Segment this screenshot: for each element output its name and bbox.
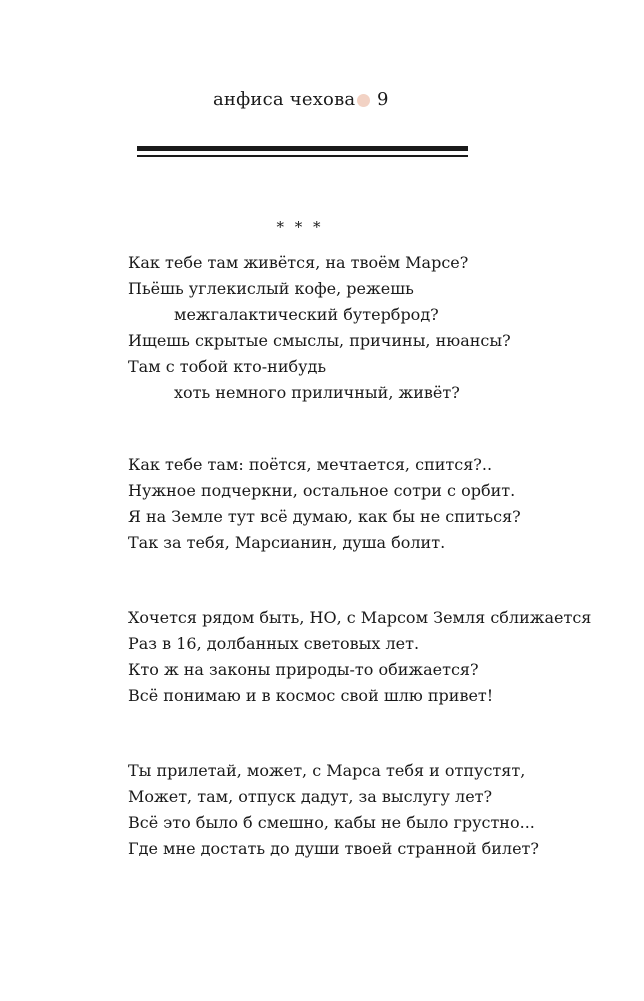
running-header <box>0 84 644 116</box>
poem-line: Ищешь скрытые смыслы, причины, нюансы? <box>128 331 511 350</box>
page-number: 9 <box>377 89 389 110</box>
stanza-3 <box>128 605 598 709</box>
poem-line: межгалактический бутерброд? <box>174 305 439 324</box>
poem-separator: * * * <box>276 218 324 236</box>
poem-line: Хочется рядом быть, НО, с Марсом Земля сближается <box>128 608 592 627</box>
poem-line: Пьёшь углекислый кофе, режешь <box>128 279 414 298</box>
poem-line: Нужное подчеркни, остальное сотри с орбит. <box>128 481 516 500</box>
decorative-dot-icon <box>357 94 370 107</box>
poem-line: Где мне достать до души твоей странной билет? <box>128 839 539 858</box>
poem-line: Может, там, отпуск дадут, за выслугу лет? <box>128 787 493 806</box>
poem-line: хоть немного приличный, живёт? <box>174 383 460 402</box>
author-name: анфиса чехова <box>213 89 356 110</box>
header-rule-thin <box>137 155 468 157</box>
poem-line: Всё понимаю и в космос свой шлю привет! <box>128 686 494 705</box>
poem-line: Там с тобой кто-нибудь <box>128 357 327 376</box>
poem-line: Раз в 16, долбанных световых лет. <box>128 634 420 653</box>
poem-line: Так за тебя, Марсианин, душа болит. <box>128 533 446 552</box>
poem-line: Ты прилетай, может, с Марса тебя и отпустят, <box>128 761 526 780</box>
poem-line: Всё это было б смешно, кабы не было грустно... <box>128 813 535 832</box>
poem-line: Кто ж на законы природы-то обижается? <box>128 660 479 679</box>
poem-line: Я на Земле тут всё думаю, как бы не спиться? <box>128 507 521 526</box>
header-rule-thick <box>137 146 468 151</box>
stanza-4 <box>128 758 598 862</box>
stanza-1 <box>128 250 598 406</box>
poem-line: Как тебе там: поётся, мечтается, спится?.. <box>128 455 493 474</box>
poem-line: Как тебе там живётся, на твоём Марсе? <box>128 253 469 272</box>
stanza-2 <box>128 452 598 556</box>
